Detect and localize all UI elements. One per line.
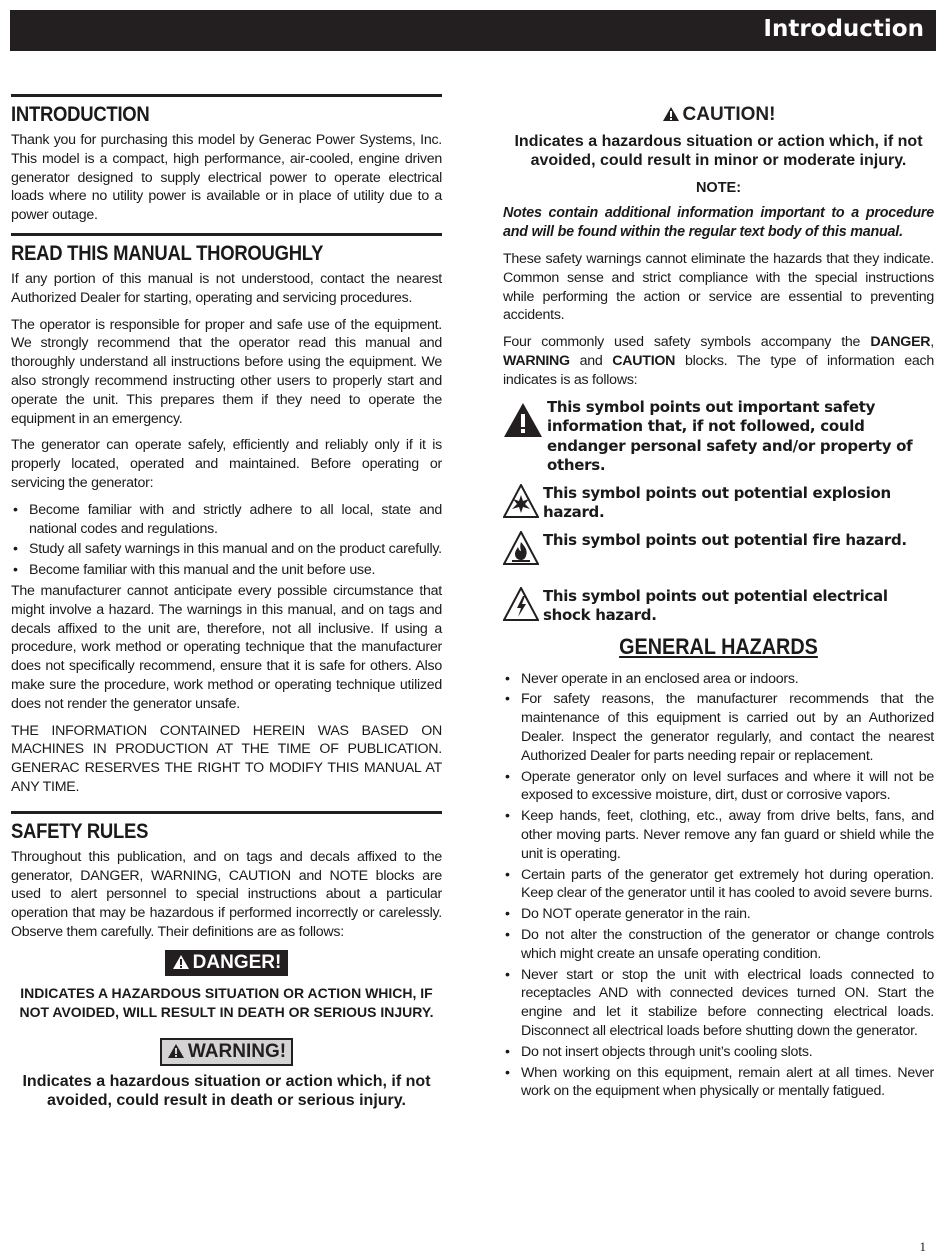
list-item: • For safety reasons, the manufacturer recommends that the maintenance of this equipment is carried out by an Authorized Dealer. Inspect the generator regularly, and contact the nearest Authorized Dealer for parts needing repair or replacement. (503, 690, 934, 765)
introduction-heading: INTRODUCTION (11, 103, 150, 126)
read-manual-bullets (11, 501, 442, 580)
caution-block (503, 104, 934, 196)
section-divider (11, 233, 442, 236)
warning-triangle-icon (167, 1043, 185, 1059)
section-divider (11, 94, 442, 97)
list-item: • Never start or stop the unit with electrical loads connected to receptacles AND with connected devices turned ON. Start the engine and let it stabilize before connecting electrical loads. Disconnect all electrical loads before shutting down the generator. (503, 966, 934, 1041)
read-manual-p5: THE INFORMATION CONTAINED HEREIN WAS BASED ON MACHINES IN PRODUCTION AT THE TIME OF PUBLICATION. GENERAC RESERVES THE RIGHT TO MODIFY THIS MANUAL AT ANY TIME. (11, 722, 442, 795)
safety-warnings-p1: These safety warnings cannot eliminate the hazards that they indicate. Common sense and strict compliance with the special instructions while performing the action or service are essential to preventing accidents. (503, 251, 934, 324)
list-item: • When working on this equipment, remain alert at all times. Never work on the equipment when physically or mentally fatigued. (503, 1064, 934, 1102)
text-run: blocks. The type of information each indicates is as follows: (503, 352, 934, 388)
read-manual-p2: The operator is responsible for proper and safe use of the equipment. We strongly recommend that the operator read this manual and thoroughly understand all instructions before using the equipment. We also strongly recommend instructing other users to properly start and operate the unit. This prepares them if they need to operate the equipment in an emergency. (11, 316, 442, 427)
section-divider (11, 811, 442, 814)
read-manual-p3: The generator can operate safely, efficiently and reliably only if it is properly located, operated and maintained. Before operating or servicing the generator: (11, 437, 442, 491)
danger-label: DANGER! (192, 951, 282, 973)
exclamation-triangle-icon (503, 402, 543, 438)
text-run: Four commonly used safety symbols accompany the (503, 334, 871, 351)
safety-rules-body: Throughout this publication, and on tags and decals affixed to the generator, DANGER, WARNING, CAUTION and NOTE blocks are used to alert personnel to special instructions about a particular operation that may be hazardous if performed incorrectly or carelessly. Observe them carefully. Their definitions are as follows: (11, 848, 442, 940)
symbol-text: This symbol points out important safety information that, if not followed, could endanger personal safety and/or property of others. (547, 397, 913, 475)
general-hazards-list (503, 670, 934, 1102)
page-number: 1 (919, 1239, 926, 1254)
left-column (11, 94, 442, 1120)
text-run: CAUTION (612, 352, 676, 369)
list-item: • Become familiar with and strictly adhere to all local, state and national codes and regulations. (11, 501, 442, 539)
danger-definition: INDICATES A HAZARDOUS SITUATION OR ACTION WHICH, IF NOT AVOIDED, WILL RESULT IN DEATH OR SERIOUS INJURY. (19, 984, 434, 1020)
general-hazards-heading: GENERAL HAZARDS (619, 633, 818, 659)
list-item: • Become familiar with this manual and the unit before use. (11, 561, 442, 580)
note-text: Notes contain additional information important to a procedure and will be found within the regular text body of this manual. (503, 205, 934, 240)
text-run: and (569, 352, 613, 369)
symbol-text: This symbol points out potential electrical shock hazard. (543, 586, 888, 625)
list-item: • Operate generator only on level surfaces and where it will not be exposed to excessive moisture, dirt, dust or corrosive vapors. (503, 768, 934, 806)
right-column (503, 104, 934, 1103)
safety-rules-heading: SAFETY RULES (11, 819, 149, 843)
warning-label: WARNING! (187, 1040, 287, 1062)
list-item: • Do not insert objects through unit’s cooling slots. (503, 1043, 934, 1062)
fire-icon (503, 531, 539, 565)
warning-block (11, 1038, 442, 1110)
warning-definition: Indicates a hazardous situation or action which, if not avoided, could result in death or serious injury. (22, 1072, 431, 1109)
list-item: • Study all safety warnings in this manual and on the product carefully. (11, 540, 442, 559)
warning-triangle-icon (662, 106, 680, 122)
safety-symbols-intro (503, 333, 934, 389)
page-title: Introduction (763, 16, 924, 42)
text-run: WARNING (503, 352, 570, 369)
electric-shock-icon (503, 587, 539, 621)
general-hazards-heading-wrap (503, 634, 934, 660)
symbol-text: This symbol points out potential fire hazard. (543, 530, 907, 549)
text-run: DANGER (870, 334, 931, 351)
warning-label-box (160, 1038, 293, 1066)
warning-triangle-icon (172, 954, 190, 970)
symbol-row (503, 531, 934, 565)
list-item: • Never operate in an enclosed area or indoors. (503, 670, 934, 689)
list-item: • Keep hands, feet, clothing, etc., away from drive belts, fans, and other moving parts. Never remove any fan guard or shield while the unit is operating. (503, 807, 934, 863)
explosion-icon (503, 484, 539, 518)
symbol-row (503, 398, 934, 476)
read-manual-p1: If any portion of this manual is not understood, contact the nearest Authorized Dealer for starting, operating and servicing procedures. (11, 270, 442, 306)
caution-definition: Indicates a hazardous situation or action which, if not avoided, could result in minor or moderate injury. (514, 133, 923, 169)
list-item: • Do not alter the construction of the generator or change controls which might create an unsafe operating condition. (503, 926, 934, 964)
danger-label-box (165, 950, 289, 976)
read-manual-heading: READ THIS MANUAL THOROUGHLY (11, 241, 324, 265)
symbol-row (503, 587, 934, 626)
symbol-text: This symbol points out potential explosion hazard. (543, 483, 891, 522)
note-heading: NOTE: (695, 180, 742, 196)
list-item: • Certain parts of the generator get extremely hot during operation. Keep clear of the generator until it has cooled to avoid severe burns. (503, 866, 934, 904)
introduction-body: Thank you for purchasing this model by Generac Power Systems, Inc. This model is a compact, high performance, air-cooled, engine driven generator designed to supply electrical power to operate electrical loads where no utility power is available or in place of utility due to a power outage. (11, 132, 442, 224)
caution-label: CAUTION! (682, 104, 776, 125)
danger-block (11, 950, 442, 1022)
caution-label-box (662, 104, 776, 125)
list-item: • Do NOT operate generator in the rain. (503, 905, 934, 924)
text-run: , (930, 334, 934, 351)
read-manual-p4: The manufacturer cannot anticipate every possible circumstance that might involve a hazard. The warnings in this manual, and on tags and decals affixed to the unit are, therefore, not all inclusive. If using a procedure, work method or operating technique that the manufacturer does not specifically recommend, ensure that it is safe for others. Also make sure the procedure, work method or operating technique utilized does not render the generator unsafe. (11, 582, 442, 712)
header-bar (10, 10, 936, 51)
symbol-row (503, 484, 934, 523)
